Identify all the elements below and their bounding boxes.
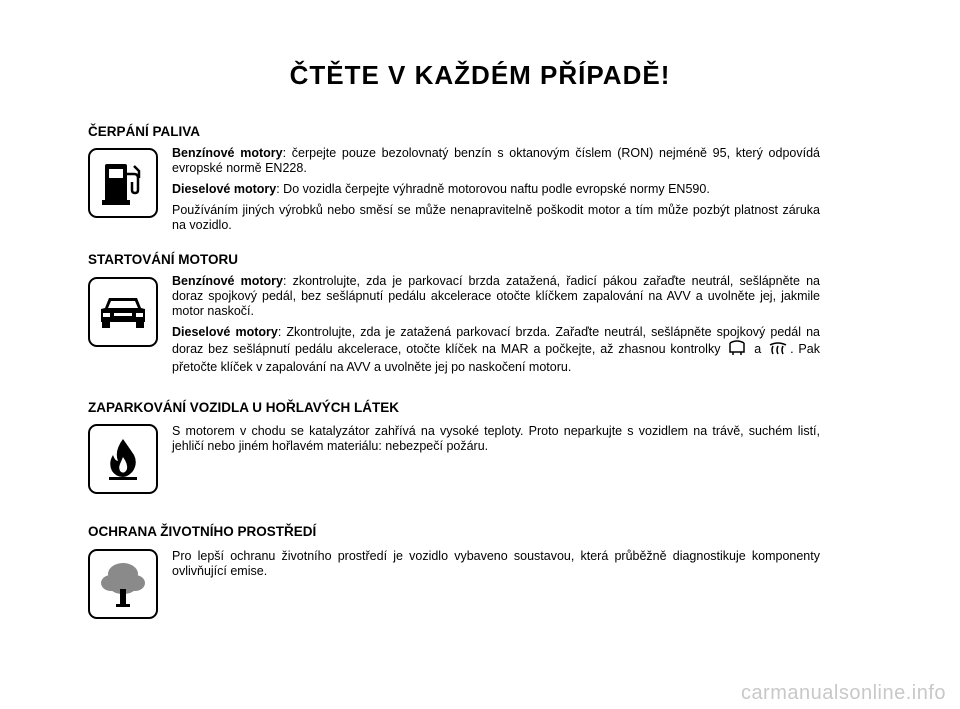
section-heading-fuel: ČERPÁNÍ PALIVA [88,124,201,139]
preheat-warning-icon [768,342,788,360]
flame-icon [88,424,158,494]
glow-plug-warning-icon [727,340,747,360]
section-heading-environment: OCHRANA ŽIVOTNÍHO PROSTŘEDÍ [88,524,317,539]
tree-icon [88,549,158,619]
fuel-pump-icon [88,148,158,218]
car-icon [88,277,158,347]
fuel-text: Benzínové motory: čerpejte pouze bezolovnatý benzín s oktanovým číslem (RON) nejméně 95, který odpovídá evropské normě EN228. Dieselové motory: Do vozidla čerpejte výhradně motorovou naftu podle evropské normy EN590. Používáním jiných výrobků nebo směsí se může nenapravitelně poškodit motor a tím může pozbýt platnost záruka na vozidlo. [172,146,820,232]
parking-text: S motorem v chodu se katalyzátor zahřívá na vysoké teploty. Proto neparkujte s vozidlem na trávě, suchém listí, jehličí nebo jiném hořlavém materiálu: nebezpečí požáru. [172,424,820,453]
section-heading-start: STARTOVÁNÍ MOTORU [88,252,239,267]
watermark: carmanualsonline.info [740,682,946,704]
page-title: ČTĚTE V KAŽDÉM PŘÍPADĚ! [289,60,671,90]
start-text: Benzínové motory: zkontrolujte, zda je parkovací brzda zatažená, řadicí pákou zařaďte neutrál, sešlápněte na doraz spojkový pedál, bez sešlápnutí pedálu akcelerace otočte klíčkem zapalování na AVV a uvolněte jej, jakmile motor naskočí. Dieselové motory: Zkontrolujte, zda je zatažená parkovací brzda. Zařaďte neutrál, sešlápněte spojkový pedál na doraz bez sešlápnutí pedálu akcelerace, otočte klíček na MAR a počkejte, až zhasnou kontrolky a . Pak přetočte klíček v zapalování na AVV a uvolněte jej po naskočení motoru. [172,274,820,374]
environment-text: Pro lepší ochranu životního prostředí je vozidlo vybaveno soustavou, která průběžně diagnostikuje komponenty ovlivňující emise. [172,549,820,578]
section-heading-parking: ZAPARKOVÁNÍ VOZIDLA U HOŘLAVÝCH LÁTEK [88,400,399,415]
